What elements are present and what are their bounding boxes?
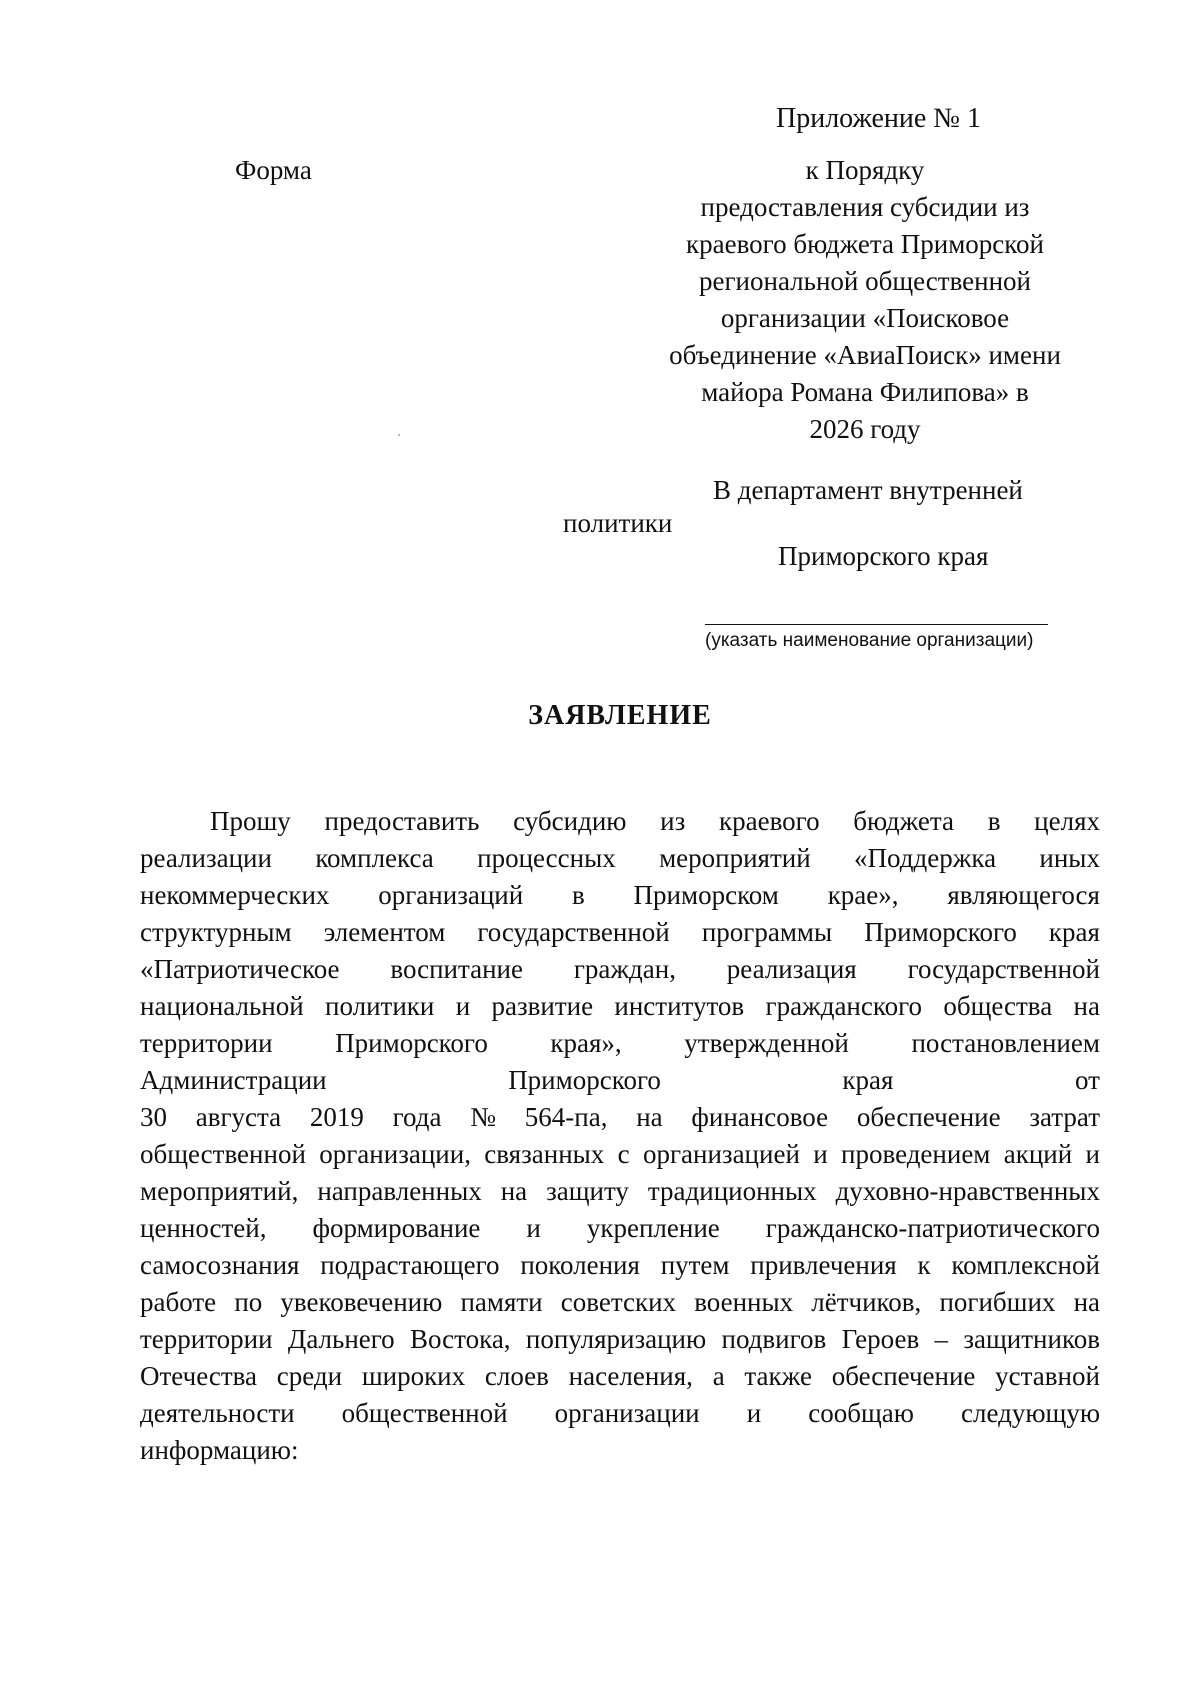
body-word: края [1048, 917, 1100, 947]
body-word: – [934, 1324, 949, 1354]
body-word: от [1075, 1065, 1100, 1095]
body-line [140, 1173, 1100, 1210]
body-word: направленных [317, 1176, 482, 1206]
body-word: 30 [140, 1102, 167, 1132]
body-word: духовно-нравственных [835, 1176, 1100, 1206]
body-word: гражданского [765, 991, 923, 1021]
body-word: информацию: [140, 1435, 299, 1465]
body-word: подвигов [721, 1324, 827, 1354]
body-word: организации [554, 1398, 700, 1428]
body-word: на [1073, 991, 1100, 1021]
body-word: Приморского [508, 1065, 661, 1095]
body-word: акций [1003, 1139, 1073, 1169]
body-line [140, 951, 1100, 988]
body-word: края [842, 1065, 894, 1095]
body-word: сообщаю [808, 1398, 914, 1428]
body-word: «Патриотическое [140, 954, 340, 984]
body-word: популяризацию [525, 1324, 707, 1354]
body-word: затрат [1029, 1102, 1100, 1132]
body-word: постановлением [911, 1028, 1100, 1058]
body-word: подрастающего [320, 1250, 500, 1280]
body-word: институтов [614, 991, 745, 1021]
body-word: с [617, 1139, 630, 1169]
body-word: поколения [520, 1250, 640, 1280]
body-word: государственной [907, 954, 1100, 984]
body-word: увековечению [280, 1287, 443, 1317]
addressee-line-1: В департамент внутренней [713, 475, 1023, 505]
body-word: организации, [319, 1139, 471, 1169]
body-line [140, 803, 1100, 840]
body-line [140, 914, 1100, 951]
body-word: национальной [140, 991, 304, 1021]
body-word: граждан, [573, 954, 676, 984]
body-word: предоставить [324, 806, 480, 836]
body-word: Востока, [410, 1324, 511, 1354]
body-line [140, 1395, 1100, 1432]
body-word: обеспечение [856, 1102, 1001, 1132]
body-word: Отечества [140, 1361, 258, 1391]
body-word: № [470, 1102, 497, 1132]
body-word: реализация [726, 954, 857, 984]
appendix-line: объединение «АвиаПоиск» имени [669, 340, 1061, 370]
body-word: Приморского [864, 917, 1017, 947]
body-word: деятельности [140, 1398, 295, 1428]
body-word: 564-па, [524, 1102, 608, 1132]
body-word: целях [1034, 806, 1100, 836]
body-word: Прошу [210, 806, 291, 836]
body-line [140, 877, 1100, 914]
body-word: уставной [995, 1361, 1100, 1391]
body-line [140, 1247, 1100, 1284]
body-word: края», [550, 1028, 622, 1058]
body-line [140, 1062, 1100, 1099]
body-word: являющегося [947, 880, 1100, 910]
body-word: а [712, 1361, 725, 1391]
body-word: структурным [140, 917, 292, 947]
body-word: в [987, 806, 1001, 836]
body-word: на [1073, 1287, 1100, 1317]
body-word: защиту [546, 1176, 629, 1206]
body-word: Дальнего [287, 1324, 395, 1354]
body-line [140, 1136, 1100, 1173]
body-word: комплекса [315, 843, 434, 873]
body-word: связанных [484, 1139, 605, 1169]
appendix-line: краевого бюджета Приморской [686, 229, 1044, 259]
body-word: воспитание [390, 954, 523, 984]
body-word: Администрации [140, 1065, 327, 1095]
body-word: путем [660, 1250, 730, 1280]
body-word: комплексной [951, 1250, 1100, 1280]
body-word: Героев [841, 1324, 920, 1354]
body-word: реализации [140, 843, 272, 873]
body-line [140, 840, 1100, 877]
body-word: года [392, 1102, 442, 1132]
body-word: защитников [963, 1324, 1100, 1354]
body-word: лётчиков, [811, 1287, 922, 1317]
body-word: следующую [961, 1398, 1100, 1428]
body-word: развитие [491, 991, 594, 1021]
appendix-line: региональной общественной [698, 266, 1031, 296]
body-word: Приморского [335, 1028, 488, 1058]
organization-name-blank [705, 624, 1048, 625]
body-word: формирование [312, 1213, 481, 1243]
body-word: общества [943, 991, 1053, 1021]
document-title: ЗАЯВЛЕНИЕ [528, 700, 712, 731]
organization-name-hint: (указать наименование организации) [705, 630, 1034, 651]
body-line [140, 1025, 1100, 1062]
body-line [140, 1210, 1100, 1247]
body-word: крае», [827, 880, 899, 910]
body-word: краевого [719, 806, 820, 836]
body-word: Приморском [633, 880, 779, 910]
body-word: элементом [323, 917, 446, 947]
body-word: также [744, 1361, 812, 1391]
appendix-line: предоставления субсидии из [700, 192, 1030, 222]
appendix-line: майора Романа Филипова» в [701, 377, 1029, 407]
body-word: некоммерческих [140, 880, 330, 910]
body-word: самосознания [140, 1250, 300, 1280]
body-word: ценностей, [140, 1213, 267, 1243]
body-word: мероприятий, [140, 1176, 299, 1206]
body-word: политики [325, 991, 435, 1021]
body-word: слоев [484, 1361, 549, 1391]
body-line [140, 1432, 1100, 1469]
addressee-line-2: политики [563, 508, 673, 538]
body-word: и [746, 1398, 762, 1428]
body-word: организаций [378, 880, 524, 910]
body-word: государственной [477, 917, 670, 947]
body-word: к [917, 1250, 931, 1280]
body-word: по [234, 1287, 263, 1317]
body-word: обеспечение [831, 1361, 976, 1391]
body-word: и [1085, 1139, 1100, 1169]
body-word: широких [361, 1361, 466, 1391]
body-word: гражданско-патриотического [765, 1213, 1100, 1243]
body-line [140, 1284, 1100, 1321]
body-word: территории [140, 1028, 273, 1058]
body-line [140, 1099, 1100, 1136]
body-line [140, 988, 1100, 1025]
appendix-line: к Порядку [805, 155, 925, 185]
body-word: работе [140, 1287, 217, 1317]
body-word: советских [560, 1287, 677, 1317]
body-word: памяти [460, 1287, 543, 1317]
body-word: бюджета [853, 806, 954, 836]
body-word: и [526, 1213, 541, 1243]
body-word: и [813, 1139, 828, 1169]
body-line [140, 1321, 1100, 1358]
body-word: на [500, 1176, 528, 1206]
body-word: «Поддержка [854, 843, 997, 873]
body-word: территории [140, 1324, 273, 1354]
body-line [140, 1358, 1100, 1395]
body-word: проведением [841, 1139, 991, 1169]
body-word: финансовое [691, 1102, 829, 1132]
body-word: иных [1039, 843, 1100, 873]
appendix-line: организации «Поисковое [720, 303, 1010, 333]
body-word: военных [694, 1287, 794, 1317]
appendix-line: 2026 году [809, 414, 921, 444]
body-word: укрепление [586, 1213, 720, 1243]
body-word: среди [276, 1361, 343, 1391]
body-word: мероприятий [659, 843, 811, 873]
body-word: и [455, 991, 471, 1021]
body-word: общественной [140, 1139, 306, 1169]
body-word: на [636, 1102, 663, 1132]
body-word: августа [195, 1102, 282, 1132]
body-word: традиционных [647, 1176, 817, 1206]
scan-speck [398, 434, 400, 436]
body-word: погибших [939, 1287, 1056, 1317]
appendix-reference [630, 152, 1100, 448]
body-word: 2019 [309, 1102, 364, 1132]
body-word: общественной [341, 1398, 508, 1428]
body-word: субсидию [513, 806, 627, 836]
addressee-line-3: Приморского края [778, 541, 989, 571]
body-word: программы [701, 917, 833, 947]
body-word: утвержденной [684, 1028, 849, 1058]
body-word: из [660, 806, 686, 836]
body-word: организацией [642, 1139, 800, 1169]
appendix-title: Приложение № 1 [776, 103, 981, 134]
form-label: Форма [235, 155, 312, 185]
body-word: в [572, 880, 585, 910]
application-body [140, 803, 1100, 1469]
body-word: процессных [477, 843, 616, 873]
body-word: населения, [568, 1361, 693, 1391]
body-word: привлечения [750, 1250, 897, 1280]
